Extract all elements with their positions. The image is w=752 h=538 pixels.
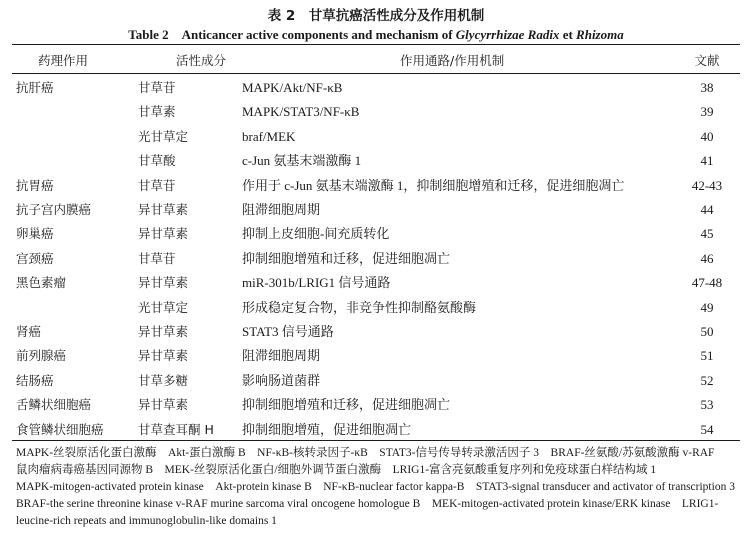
cell-reference: 52 — [700, 372, 714, 388]
note-line: BRAF-the serine threonine kinase v-RAF murine sarcoma viral oncogene homologue B MEK-mitogen-activated protein kinase/ERK kinase LRIG1- — [16, 498, 719, 510]
cell-reference: 38 — [700, 80, 714, 95]
cell-mechanism: 作用于 c-Jun 氨基末端激酶 1，抑制细胞增殖和迁移，促进细胞凋亡 — [242, 177, 625, 193]
cell-reference: 46 — [700, 250, 714, 266]
table-title-english — [0, 24, 752, 43]
cell-mechanism: 阻滞细胞周期 — [242, 348, 321, 364]
cell-reference: 49 — [700, 299, 714, 315]
title-en-prefix: Table 2 Anticancer active components and mechanism of — [128, 27, 456, 42]
header-reference: 文献 — [694, 53, 720, 68]
cell-pharmacology: 前列腺癌 — [16, 348, 67, 364]
cell-component: 甘草查耳酮 H — [138, 421, 214, 437]
cell-component: 异甘草素 — [138, 348, 189, 364]
cell-component: 甘草素 — [138, 104, 176, 120]
header-pharmacology: 药理作用 — [38, 53, 89, 68]
cell-mechanism: 抑制上皮细胞-间充质转化 — [242, 226, 390, 242]
cell-reference: 53 — [700, 397, 714, 413]
cell-mechanism: MAPK/STAT3/NF-κB — [242, 104, 360, 120]
cell-component: 甘草酸 — [138, 153, 176, 169]
cell-mechanism: 形成稳定复合物，非竞争性抑制酪氨酸酶 — [242, 299, 477, 315]
cell-pharmacology: 抗子宫内膜癌 — [16, 202, 92, 217]
cell-reference: 50 — [700, 324, 714, 339]
cell-component: 甘草苷 — [138, 177, 176, 193]
cell-pharmacology: 舌鳞状细胞癌 — [16, 397, 92, 413]
cell-reference: 40 — [700, 128, 714, 144]
cell-mechanism: c-Jun 氨基末端激酶 1 — [242, 153, 362, 169]
note-line: leucine-rich repeats and immunoglobulin-like domains 1 — [16, 515, 277, 527]
top-rule — [12, 44, 740, 45]
cell-mechanism: 抑制细胞增殖和迁移，促进细胞凋亡 — [242, 397, 451, 413]
table-title-chinese: 表 2 甘草抗癌活性成分及作用机制 — [267, 8, 485, 24]
cell-reference: 39 — [700, 104, 714, 120]
cell-mechanism: STAT3 信号通路 — [242, 324, 334, 339]
cell-pharmacology: 抗肝癌 — [16, 80, 54, 95]
cell-mechanism: braf/MEK — [242, 128, 296, 144]
cell-component: 异甘草素 — [138, 202, 189, 217]
cell-reference: 54 — [700, 421, 714, 437]
cell-component: 光甘草定 — [138, 128, 189, 144]
cell-pharmacology: 肾癌 — [16, 324, 42, 339]
note-line: 鼠肉瘤病毒癌基因同源物 B MEK-丝裂原活化蛋白/细胞外调节蛋白激酶 LRIG1-富含亮氨酸重复序列和免疫球蛋白样结构域 1 — [16, 464, 657, 476]
cell-pharmacology: 宫颈癌 — [16, 250, 54, 266]
cell-mechanism: 阻滞细胞周期 — [242, 202, 321, 217]
cell-pharmacology: 抗胃癌 — [16, 177, 54, 193]
cell-mechanism: 影响肠道菌群 — [242, 372, 321, 388]
cell-component: 异甘草素 — [138, 397, 189, 413]
cell-component: 异甘草素 — [138, 275, 189, 291]
title-en-italic2: Rhizoma — [576, 27, 624, 42]
cell-pharmacology: 卵巢癌 — [16, 226, 54, 242]
cell-component: 异甘草素 — [138, 226, 189, 242]
cell-reference: 42-43 — [691, 177, 723, 193]
cell-component: 异甘草素 — [138, 324, 189, 339]
cell-reference: 45 — [700, 226, 714, 242]
note-line: MAPK-mitogen-activated protein kinase Akt-protein kinase B NF-κB-nuclear factor kappa-B STAT3-signal transducer and activator of transcription 3 — [16, 481, 735, 493]
title-en-italic: Glycyrrhizae Radix — [455, 27, 560, 42]
cell-component: 甘草苷 — [138, 250, 176, 266]
header-active-component: 活性成分 — [176, 53, 227, 68]
cell-mechanism: MAPK/Akt/NF-κB — [242, 80, 343, 95]
header-mechanism: 作用通路/作用机制 — [400, 53, 505, 68]
bottom-rule — [12, 440, 740, 441]
cell-mechanism: 抑制细胞增殖，促进细胞凋亡 — [242, 421, 412, 437]
cell-reference: 51 — [700, 348, 714, 364]
cell-reference: 44 — [700, 202, 714, 217]
cell-reference: 41 — [700, 153, 714, 169]
cell-pharmacology: 结肠癌 — [16, 372, 54, 388]
cell-mechanism: 抑制细胞增殖和迁移，促进细胞凋亡 — [242, 250, 451, 266]
cell-mechanism: miR-301b/LRIG1 信号通路 — [242, 275, 391, 291]
note-line: MAPK-丝裂原活化蛋白激酶 Akt-蛋白激酶 B NF-κB-核转录因子-κB STAT3-信号传导转录激活因子 3 BRAF-丝氨酸/苏氨酸激酶 v-RAF — [16, 447, 715, 459]
title-en-mid: et — [559, 27, 577, 42]
table-notes — [16, 445, 740, 530]
cell-component: 甘草苷 — [138, 80, 176, 95]
cell-component: 光甘草定 — [138, 299, 189, 315]
cell-reference: 47-48 — [691, 275, 723, 291]
cell-pharmacology: 食管鳞状细胞癌 — [16, 421, 104, 437]
cell-pharmacology: 黑色素瘤 — [16, 275, 67, 291]
header-rule — [12, 73, 740, 74]
cell-component: 甘草多糖 — [138, 372, 189, 388]
